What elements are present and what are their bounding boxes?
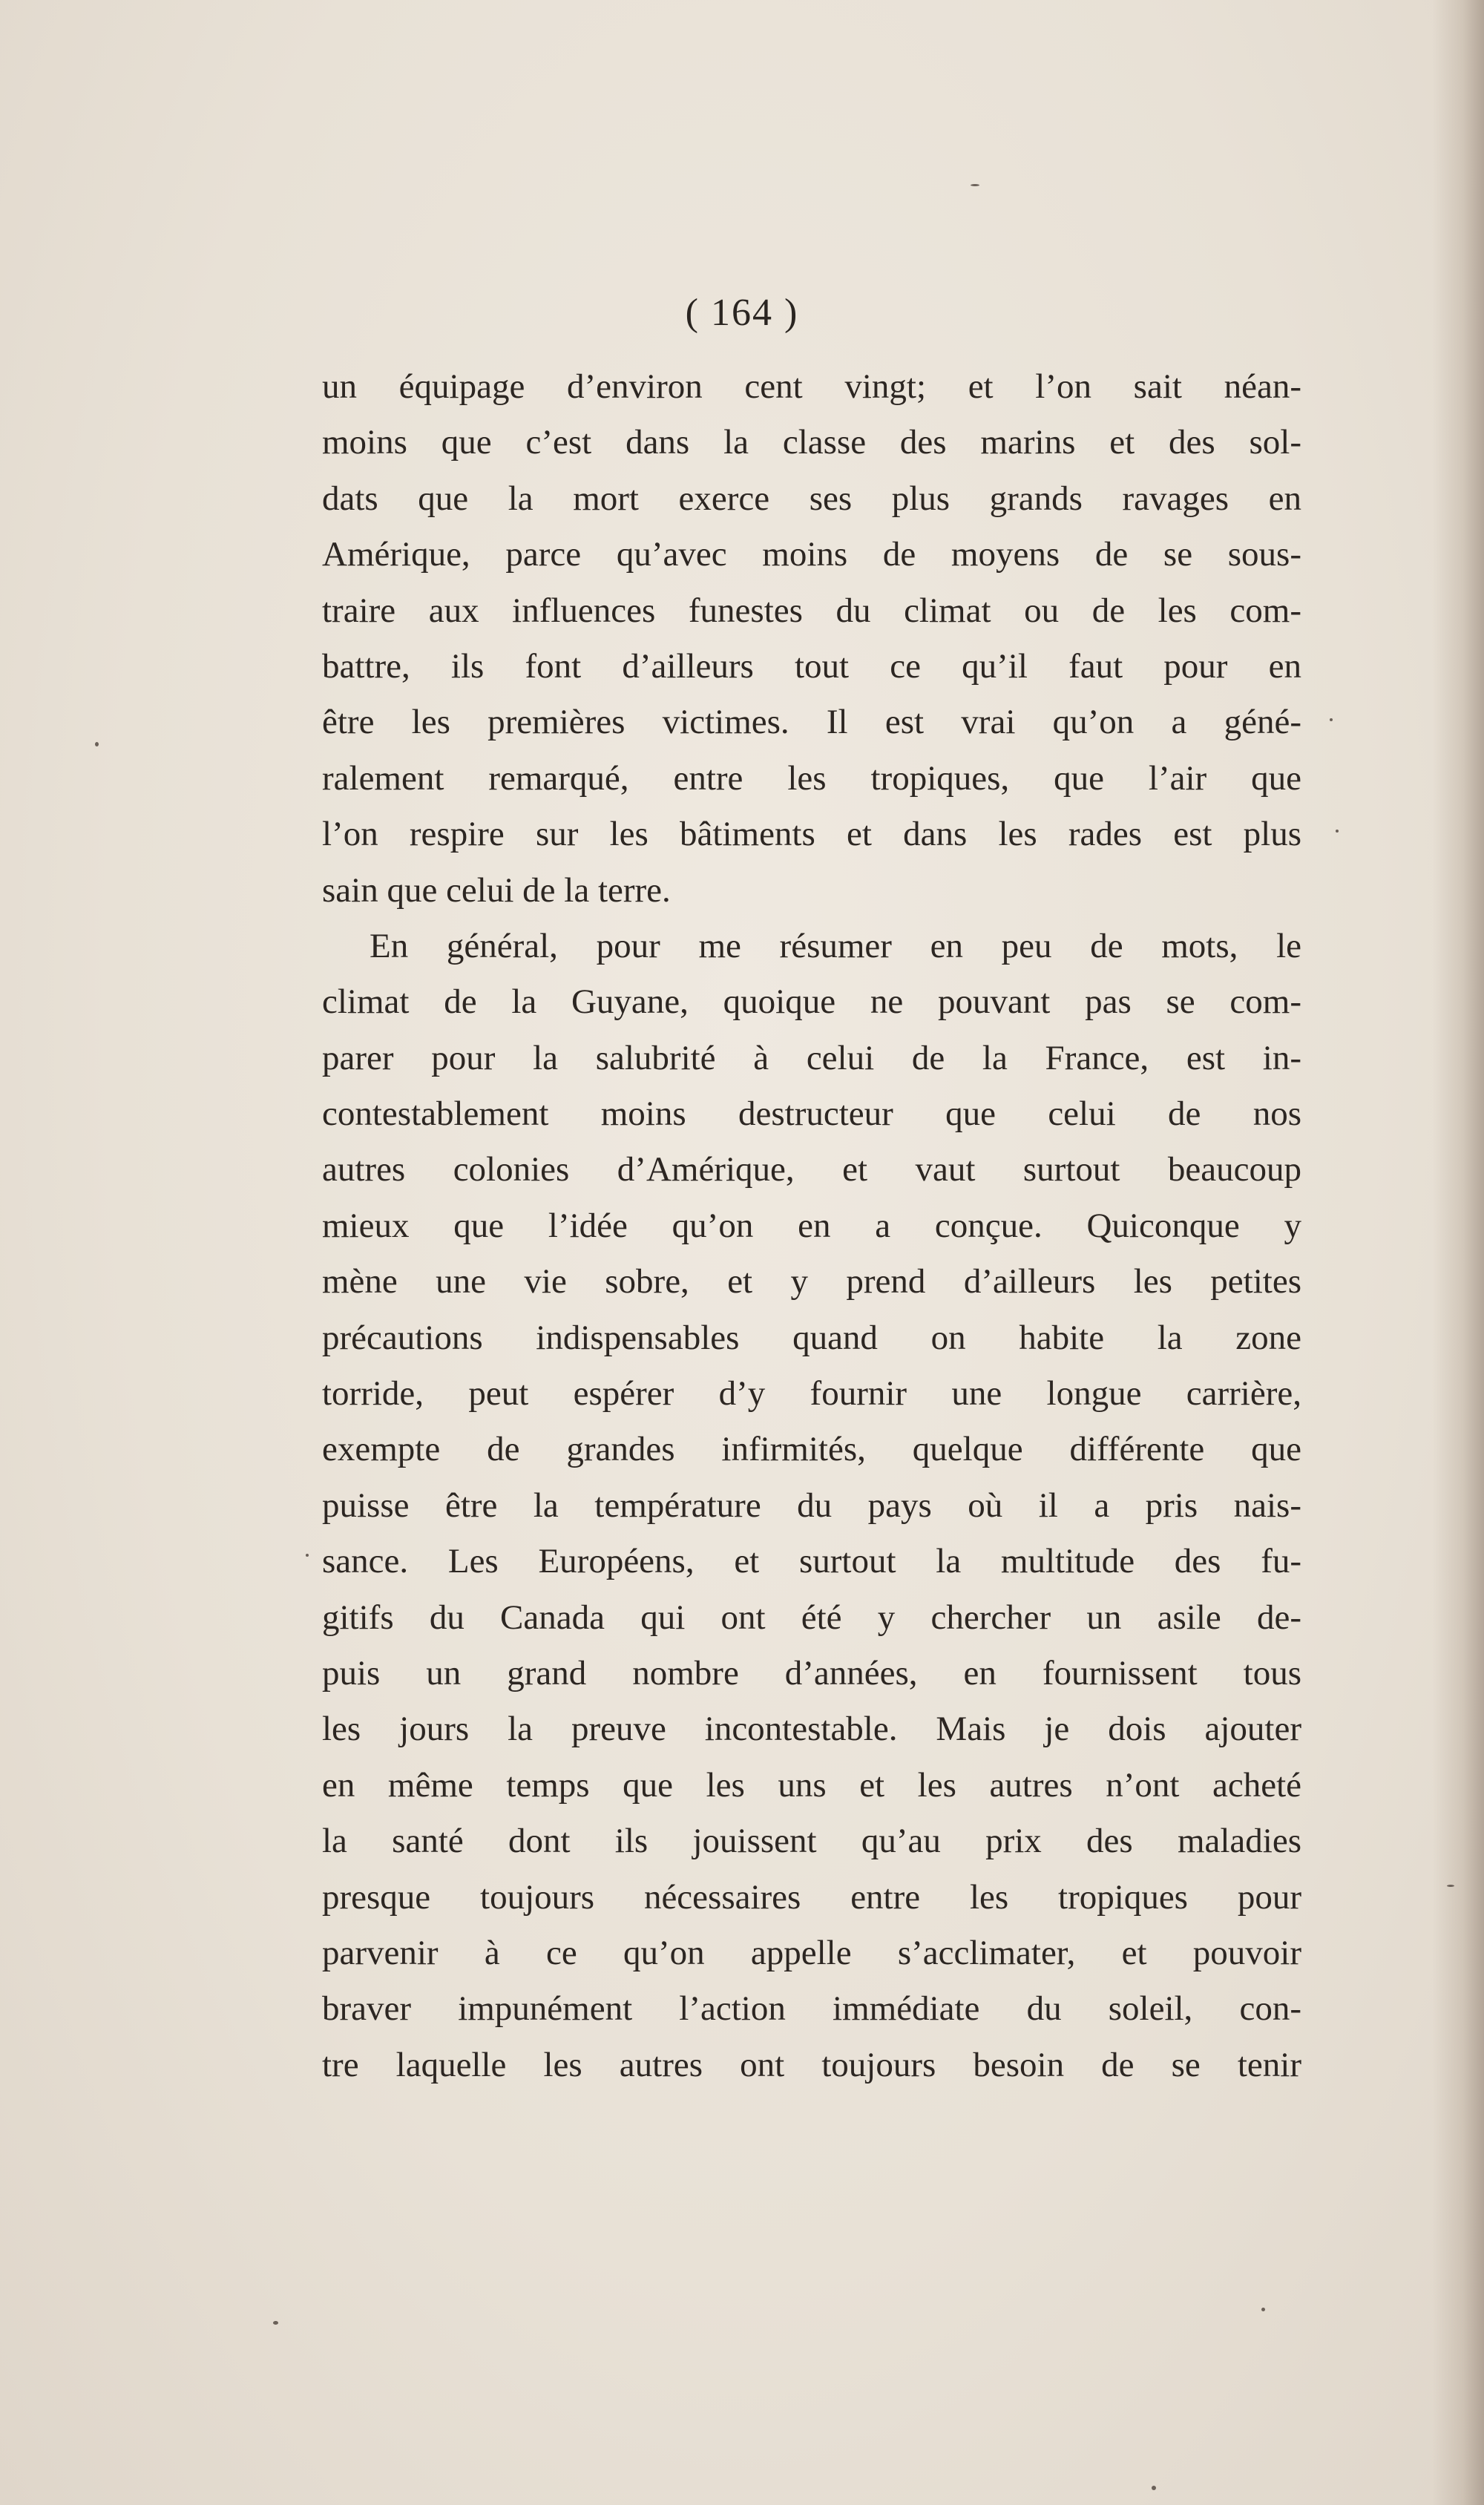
paper-speck — [1261, 2308, 1265, 2311]
text-line: la santé dont ils jouissent qu’au prix des maladies — [322, 1822, 1301, 1861]
text-line: contestablement moins destructeur que celui de nos — [322, 1094, 1301, 1134]
text-line: Amérique, parce qu’avec moins de moyens de se sous- — [322, 535, 1301, 574]
text-line: sain que celui de la terre. — [322, 870, 671, 910]
paper-speck — [306, 1554, 309, 1557]
paper-speck — [971, 184, 979, 186]
text-line: moins que c’est dans la classe des marins et des sol- — [322, 423, 1301, 462]
text-line: En général, pour me résumer en peu de mots, le — [370, 926, 1301, 965]
text-line: mène une vie sobre, et y prend d’ailleurs les petites — [322, 1262, 1301, 1301]
text-line: en même temps que les uns et les autres n’ont acheté — [322, 1765, 1301, 1805]
paper-speck — [1152, 2486, 1156, 2490]
text-line: mieux que l’idée qu’on en a conçue. Quiconque y — [322, 1206, 1301, 1245]
paper-speck — [95, 742, 99, 746]
text-line: tre laquelle les autres ont toujours besoin de se tenir — [322, 2045, 1301, 2084]
body-text — [322, 359, 1301, 2093]
text-line: parvenir à ce qu’on appelle s’acclimater, et pouvoir — [322, 1933, 1301, 1972]
text-line: être les premières victimes. Il est vrai qu’on a géné- — [322, 703, 1301, 742]
text-line: ralement remarqué, entre les tropiques, que l’air que — [322, 758, 1301, 798]
text-line: presque toujours nécessaires entre les tropiques pour — [322, 1877, 1301, 1917]
text-line: l’on respire sur les bâtiments et dans les rades est plus — [322, 815, 1301, 854]
paper-speck — [1336, 830, 1339, 833]
text-line: puis un grand nombre d’années, en fournissent tous — [322, 1653, 1301, 1693]
text-line: autres colonies d’Amérique, et vaut surtout beaucoup — [322, 1150, 1301, 1189]
page-number: ( 164 ) — [685, 292, 799, 334]
text-line: gitifs du Canada qui ont été y chercher un asile de- — [322, 1598, 1301, 1637]
page-edge-shadow — [1432, 0, 1484, 2505]
text-line: puisse être la température du pays où il a pris nais- — [322, 1485, 1301, 1525]
text-line: un équipage d’environ cent vingt; et l’on sait néan- — [322, 367, 1301, 406]
text-line: climat de la Guyane, quoique ne pouvant pas se com- — [322, 982, 1301, 1022]
text-line: exempte de grandes infirmités, quelque différente que — [322, 1430, 1301, 1469]
text-line: précautions indispensables quand on habite la zone — [322, 1318, 1301, 1357]
paper-speck — [273, 2321, 278, 2325]
paper-speck — [1330, 718, 1333, 721]
text-line: traire aux influences funestes du climat ou de les com- — [322, 591, 1301, 630]
text-line: torride, peut espérer d’y fournir une longue carrière, — [322, 1374, 1301, 1414]
text-line: braver impunément l’action immédiate du soleil, con- — [322, 1989, 1301, 2029]
text-line: sance. Les Européens, et surtout la multitude des fu- — [322, 1542, 1301, 1581]
paper-speck — [1447, 1885, 1454, 1887]
text-line: les jours la preuve incontestable. Mais je dois ajouter — [322, 1710, 1301, 1749]
text-line: parer pour la salubrité à celui de la France, est in- — [322, 1038, 1301, 1077]
text-line: battre, ils font d’ailleurs tout ce qu’il faut pour en — [322, 646, 1301, 686]
text-line: dats que la mort exerce ses plus grands ravages en — [322, 479, 1301, 518]
paragraph-2 — [322, 919, 1301, 2093]
paragraph-1 — [322, 359, 1301, 919]
